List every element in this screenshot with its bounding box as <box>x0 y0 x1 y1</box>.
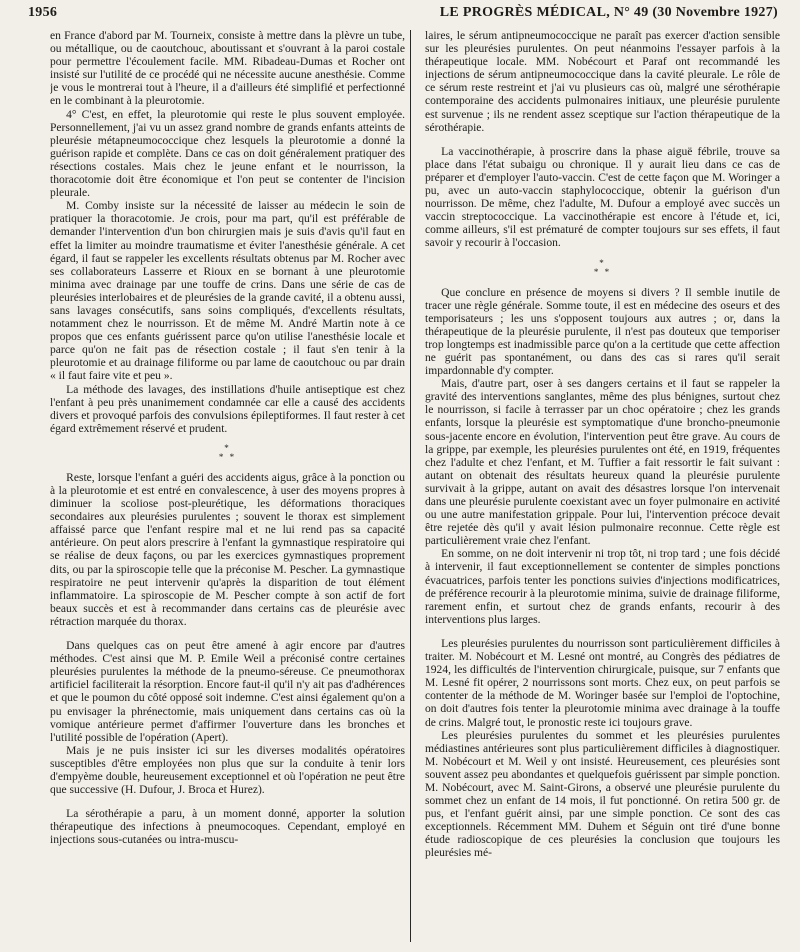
section-stars: * * * <box>218 442 237 462</box>
journal-title: LE PROGRÈS MÉDICAL, N° 49 (30 Novembre 1927) <box>439 5 778 20</box>
section-stars: * * * <box>593 257 612 277</box>
paragraph: Reste, lorsque l'enfant a guéri des accidents aigus, grâce à la ponction ou à la pleurotomie et est entré en convalescence, à user des moyens propres à diminuer la scoliose post-pleurétique, les déformations thoraciques secondaires aux pleurésies purulentes ; souvent le thorax est simplement affaissé parce que l'enfant respire mal et ne lui rend pas sa capacité antérieure. On peut alors prescrire à l'enfant la gymnastique respiratoire qui se réalise de deux façons, ou par les exercices gymnastiques proprement dits, ou par la spiroscopie telle que la préconise M. Pescher. La gymnastique respiratoire ne peut intervenir qu'après la disparition de tout élément inflammatoire. La spiroscopie de M. Pescher compte à son actif de fort beaux succès et est à recommander dans certains cas de pleurésie avec rétraction marquée du thorax. <box>50 471 405 628</box>
left-column <box>50 30 405 948</box>
paragraph: Les pleurésies purulentes du nourrisson sont particulièrement difficiles à traiter. M. Nobécourt et M. Lesné ont montré, au Congrès des pédiatres de 1924, les difficultés de l'intervention chirurgicale, puisque, sur 7 enfants que M. Lesné fit opérer, 2 nourrissons sont morts. Chez eux, on peut parfois se contenter de la méthode de M. Woringer basée sur l'emploi de l'optochine, on doit d'autres fois tenter la pleurotomie minima avec drainage à la touffe de crins. Malgré tout, le pronostic reste ici toujours grave. <box>425 637 780 729</box>
paragraph: Mais, d'autre part, oser à ses dangers certains et il faut se rappeler la gravité des interventions sanglantes, même des plus bénignes, surtout chez le nourrisson, si facile à terrasser par un choc opératoire ; chez les grands enfants, lorsque la pleurésie est symptomatique d'une broncho-pneumonie sous-jacente encore en évolution, l'intervention peut être grave. Au cours de la grippe, par exemple, les pleurésies purulentes ont été, en 1919, fréquentes chez l'adulte et chez l'enfant, et M. Tuffier a fait ressortir le fait suivant : autant on obtenait des résultats heureux quand la pleurésie purulente survivait à la grippe, autant on avait des désastres lorsque l'on intervenait dans une pleurésie purulente coexistant avec un foyer pulmonaire en activité ou une autre manifestation grippale. Pour lui, l'intervention précoce devait être rejetée dès qu'il y avait lésion pulmonaire reconnue. Cette règle est particulièrement vraie chez l'enfant. <box>425 378 780 548</box>
paragraph: La méthode des lavages, des instillations d'huile antiseptique est chez l'enfant à peu près unanimement condamnée car elle a causé des accidents divers et provoqué parfois des convulsions épileptiformes. Il faut rester à cet égard extrêmement réservé et prudent. <box>50 383 405 435</box>
paragraph: Dans quelques cas on peut être amené à agir encore par d'autres méthodes. C'est ainsi que M. P. Emile Weil a préconisé contre certaines pleurésies purulentes la méthode de la pneumo-séreuse. Ce pneumothorax artificiel faciliterait la résorption. Encore faut-il qu'il n'y ait pas d'adhérences et que le poumon du côté opposé soit indemne. C'est ainsi également qu'on a pu envisager la phrénectomie, mais uniquement dans certains cas où la vomique antérieure permet d'affirmer l'ouverture dans les bronches et l'utilité possible de l'opération (Apert). <box>50 640 405 744</box>
paragraph: La vaccinothérapie, à proscrire dans la phase aiguë fébrile, trouve sa place dans l'état subaigu ou chronique. Il y aurait lieu dans ce cas de préparer et d'employer l'auto-vaccin. C'est de cette façon que M. Woringer a pu, avec un auto-vaccin staphylococcique, obtenir la guérison d'un nourrisson. De même, chez l'adulte, M. Dufour a employé avec succès un vaccin streptococcique. La vaccinothérapie est encore à l'étude et, ici, comme ailleurs, s'il est prématuré de compter toujours sur ses effets, il faut savoir y recourir à l'occasion. <box>425 145 780 250</box>
paragraph: Que conclure en présence de moyens si divers ? Il semble inutile de tracer une règle générale. Somme toute, il est en médecine des oseurs et des temporisateurs ; les uns s'opposent toujours aux autres ; or, dans la thérapeutique de la pleurésie purulente, il n'est pas douteux que temporiser trop longtemps est inadmissible parce qu'on a la certitude que cette affection ne guérit pas spontanément, ou dans des cas si rares qu'il serait impardonnable d'y compter. <box>425 286 780 378</box>
column-divider <box>410 30 411 942</box>
paragraph: En somme, on ne doit intervenir ni trop tôt, ni trop tard ; une fois décidé à intervenir, il faut exceptionnellement se contenter de simples ponctions évacuatrices, parfois tenter les ponctions suivies d'injections modificatrices, de préférence recourir à la pleurotomie minima, suivie de drainage filiforme, rarement enfin, et surtout chez de grands enfants, recourir à des interventions plus larges. <box>425 548 780 626</box>
running-header <box>28 2 778 24</box>
paragraph: Mais je ne puis insister ici sur les diverses modalités opératoires susceptibles d'être employées non plus que sur la conduite à tenir lors d'empyème double, heureusement exceptionnel et où l'opération ne peut être que successive (H. Dufour, J. Broca et Hurez). <box>50 744 405 797</box>
right-column <box>425 30 780 948</box>
paragraph: en France d'abord par M. Tourneix, consiste à mettre dans la plèvre un tube, ou métallique, ou de caoutchouc, aboutissant et s'ouvrant à la paroi costale pour permettre l'écoulement facile. MM. Ribadeau-Dumas et Rocher ont insisté sur l'utilité de ce procédé qui ne nécessite aucune anesthésie. Comme je vous le montrerai tout à l'heure, il a d'ailleurs été simplifié et perfectionné en le combinant à la pleurotomie. <box>50 30 405 108</box>
paragraph: 4° C'est, en effet, la pleurotomie qui reste le plus souvent employée. Personnellement, j'ai vu un assez grand nombre de grands enfants atteints de pleurésie métapneumococcique chez lesquels la pleurotomie a donné la guérison rapide et complète. Dans ce cas on doit généralement pratiquer des résections costales. Mais chez le jeune enfant et le nourrisson, la thoracotomie doit être économique et l'on peut se contenter de l'incision pleurale. <box>50 108 405 200</box>
page-number: 1956 <box>28 5 58 20</box>
paragraph: M. Comby insiste sur la nécessité de laisser au médecin le soin de pratiquer la thoracotomie. Je crois, pour ma part, qu'il est préférable de demander l'intervention d'un bon chirurgien mais je suis d'avis qu'il faut en effet la limiter au moindre traumatisme et éviter l'anesthésie générale. A cet égard, il faut se rappeler les excellents résultats obtenus par M. Rocher avec ses collaborateurs Lasserre et Rioux en se bornant à une pleurotomie minima avec drainage par une touffe de crins. Dans une série de cas de pleurésies interlobaires et de pleurésies de la grande cavité, il a obtenu aussi, sans lavages consécutifs, sans soins compliqués, d'excellents résultats, notamment chez le nourrisson. Et de même M. André Martin note à ce propos que ces enfants guérissent parce qu'on utilise l'anesthésie locale et parce qu'on ne fait pas de résection costale ; il faut s'en tenir à la pleurotomie et au drainage filiforme ou par lame de caoutchouc ou par drain « il faut faire vite et peu ». <box>50 200 405 383</box>
paragraph: Les pleurésies purulentes du sommet et les pleurésies purulentes médiastines antérieures sont plus particulièrement difficiles à diagnostiquer. M. Nobécourt et M. Weil y ont insisté. Heureusement, ces pleurésies sont souvent assez peu abondantes et quelquefois guérissent par simple ponction. M. Nobécourt, avec M. Saint-Girons, a observé une pleurésie purulente du sommet chez un enfant de 14 mois, il fut ponctionné. On retira 500 gr. de pus, et l'enfant guérit ainsi, par une simple ponction. Ce sont des cas exceptionnels. Récemment MM. Duhem et Séguin ont tiré d'une bonne étude radioscopique de ces pleurésies la conclusion que toujours les pleurésies mé- <box>425 729 780 860</box>
paragraph: laires, le sérum antipneumococcique ne paraît pas exercer d'action sensible sur les pleurésies purulentes. On peut néanmoins l'essayer parfois à la thérapeutique locale. MM. Nobécourt et Paraf ont recommandé les injections de sérum antipneumococcique dans la cavité pleurale. Le rôle de ce sérum reste restreint et j'ai vu plusieurs cas où, malgré une sérothérapie contemporaine des accidents pulmonaires initiaux, une pleurésie purulente est survenue ; ils ne rendent assez sceptique sur l'action thérapeutique de la sérothérapie. <box>425 30 780 134</box>
paragraph: La sérothérapie a paru, à un moment donné, apporter la solution thérapeutique des infections à pneumocoques. Cependant, employé en injections sous-cutanées ou intra-muscu- <box>50 808 405 847</box>
